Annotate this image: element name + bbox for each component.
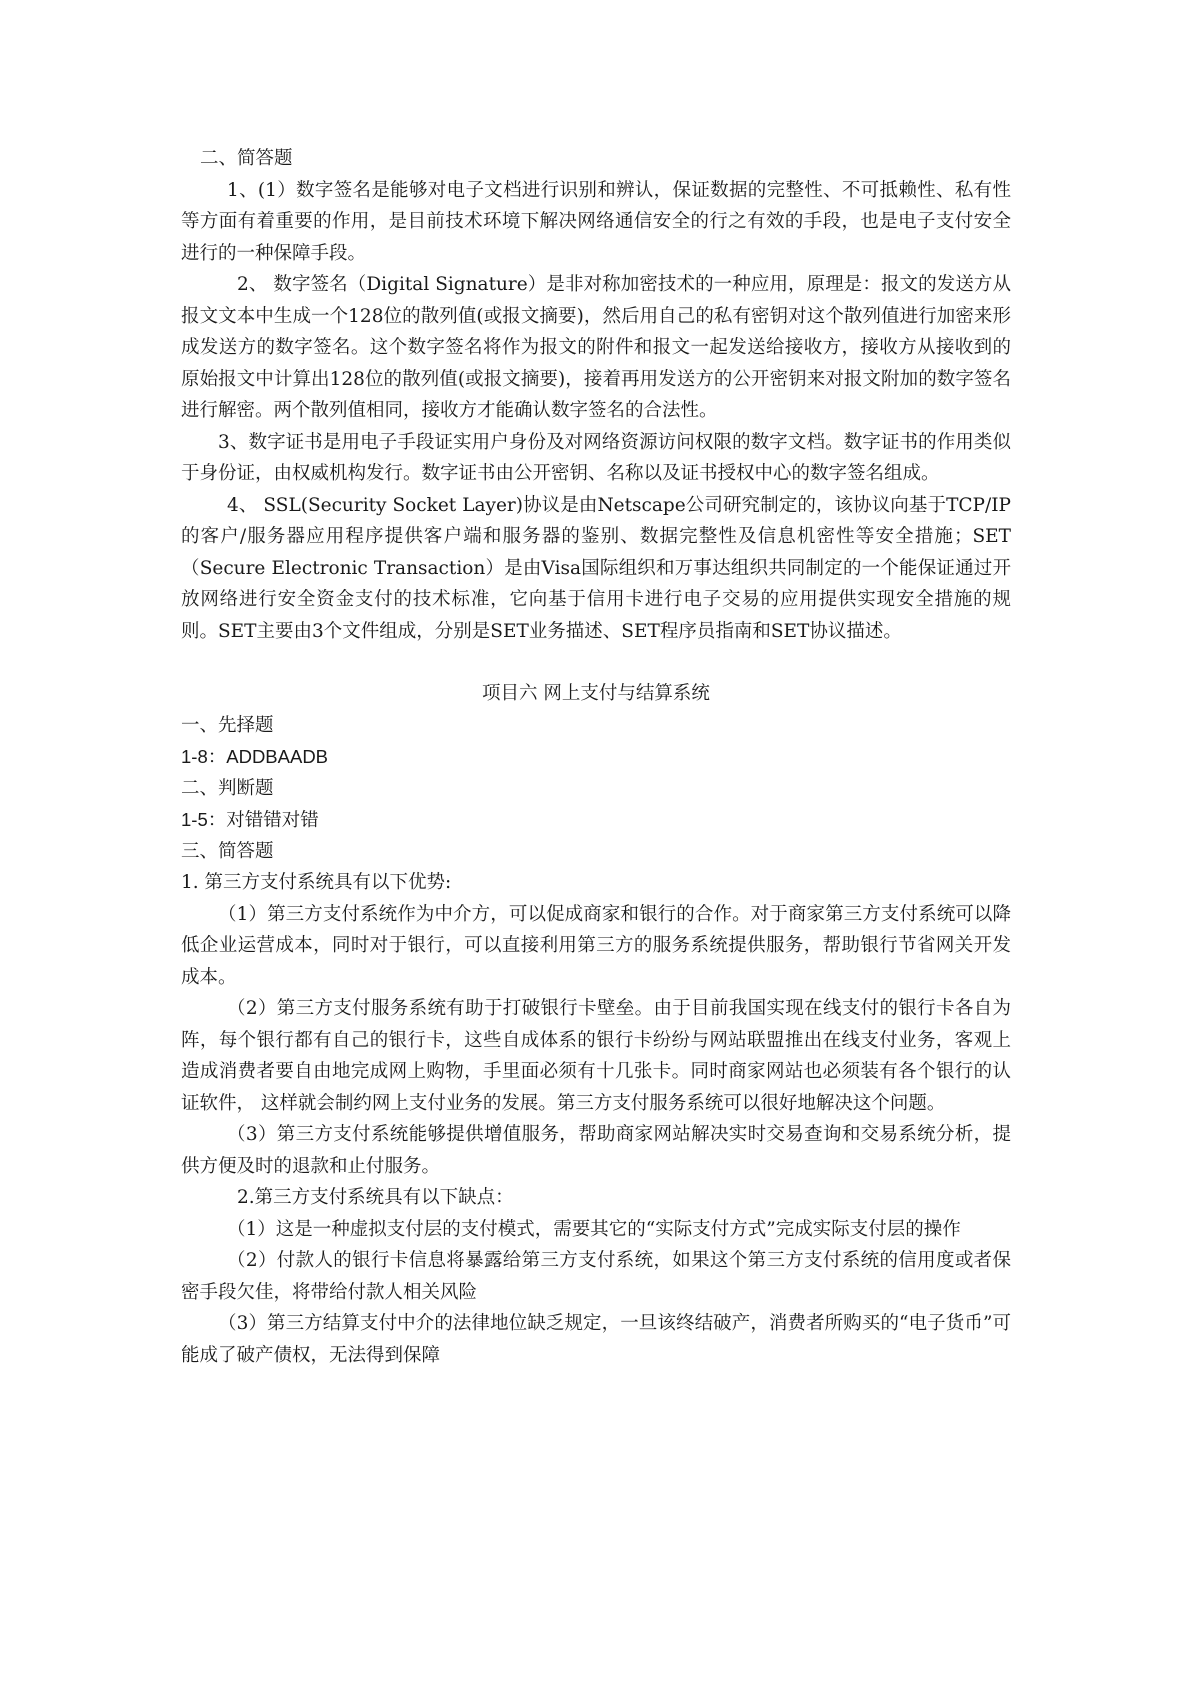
answer-paragraph-3: 3、数字证书是用电子手段证实用户身份及对网络资源访问权限的数字文档。数字证书的作用类似于身份证，由权威机构发行。数字证书由公开密钥、名称以及证书授权中心的数字签名组成。 <box>181 431 1011 484</box>
q2-intro: 2.第三方支付系统具有以下缺点： <box>237 1187 514 1208</box>
tf-heading: 二、判断题 <box>181 777 274 799</box>
q2-point-1: （1）这是一种虚拟支付层的支付模式，需要其它的“实际支付方式”完成实际支付层的操作 <box>227 1218 961 1240</box>
q1-point-1: （1）第三方支付系统作为中介方，可以促成商家和银行的合作。对于商家第三方支付系统可以降低企业运营成本，同时对于银行，可以直接利用第三方的服务系统提供服务，帮助银行节省网关开发成本。 <box>181 903 1011 988</box>
sa-heading: 三、简答题 <box>181 840 274 862</box>
q2-point-3: （3）第三方结算支付中介的法律地位缺乏规定，一旦该终结破产，消费者所购买的“电子货币”可能成了破产债权，无法得到保障 <box>181 1313 1011 1366</box>
section-heading-short-answer: 二、简答题 <box>200 148 293 169</box>
spacer <box>181 647 1011 678</box>
mc-answer: 1-8：ADDBAADB <box>181 746 329 767</box>
tf-answer: 1-5：对错错对错 <box>181 809 319 830</box>
q2-point-2: （2）付款人的银行卡信息将暴露给第三方支付系统，如果这个第三方支付系统的信用度或者保密手段欠佳，将带给付款人相关风险 <box>181 1250 1011 1303</box>
answer-paragraph-4: 4、 SSL(Security Socket Layer)协议是由Netscape公司研究制定的，该协议向基于TCP/IP的客户/服务器应用程序提供客户端和服务器的鉴别、数据完整性及信息机密性等安全措施；SET（Secure Electronic Transaction）是由Visa国际组织和万事达组织共同制定的一个能保证通过开放网络进行安全资金支付的技术标准，它向基于信用卡进行电子交易的应用提供实现安全措施的规则。SET主要由3个文件组成，分别是SET业务描述、SET程序员指南和SET协议描述。 <box>181 494 1011 642</box>
mc-heading: 一、先择题 <box>181 714 274 736</box>
answer-paragraph-1: 1、(1）数字签名是能够对电子文档进行识别和辨认，保证数据的完整性、不可抵赖性、私有性等方面有着重要的作用，是目前技术环境下解决网络通信安全的行之有效的手段，也是电子支付安全进行的一种保障手段。 <box>181 179 1011 264</box>
q1-point-2: （2）第三方支付服务系统有助于打破银行卡壁垒。由于目前我国实现在线支付的银行卡各自为阵，每个银行都有自己的银行卡，这些自成体系的银行卡纷纷与网站联盟推出在线支付业务，客观上造成消费者要自由地完成网上购物，手里面必须有十几张卡。同时商家网站也必须装有各个银行的认证软件， 这样就会制约网上支付业务的发展。第三方支付服务系统可以很好地解决这个问题。 <box>181 998 1011 1114</box>
q1-intro: 1. 第三方支付系统具有以下优势: <box>181 872 452 893</box>
q1-point-3: （3）第三方支付系统能够提供增值服务，帮助商家网站解决实时交易查询和交易系统分析，提供方便及时的退款和止付服务。 <box>181 1124 1011 1177</box>
answer-paragraph-2: 2、 数字签名（Digital Signature）是非对称加密技术的一种应用，原理是：报文的发送方从报文文本中生成一个128位的散列值(或报文摘要)，然后用自己的私有密钥对这个散列值进行加密来形成发送方的数字签名。这个数字签名将作为报文的附件和报文一起发送给接收方，接收方从接收到的原始报文中计算出128位的散列值(或报文摘要)，接着再用发送方的公开密钥来对报文附加的数字签名进行解密。两个散列值相同，接收方才能确认数字签名的合法性。 <box>181 274 1011 421</box>
document-body <box>181 143 1011 1371</box>
project-title: 项目六 网上支付与结算系统 <box>482 683 710 704</box>
